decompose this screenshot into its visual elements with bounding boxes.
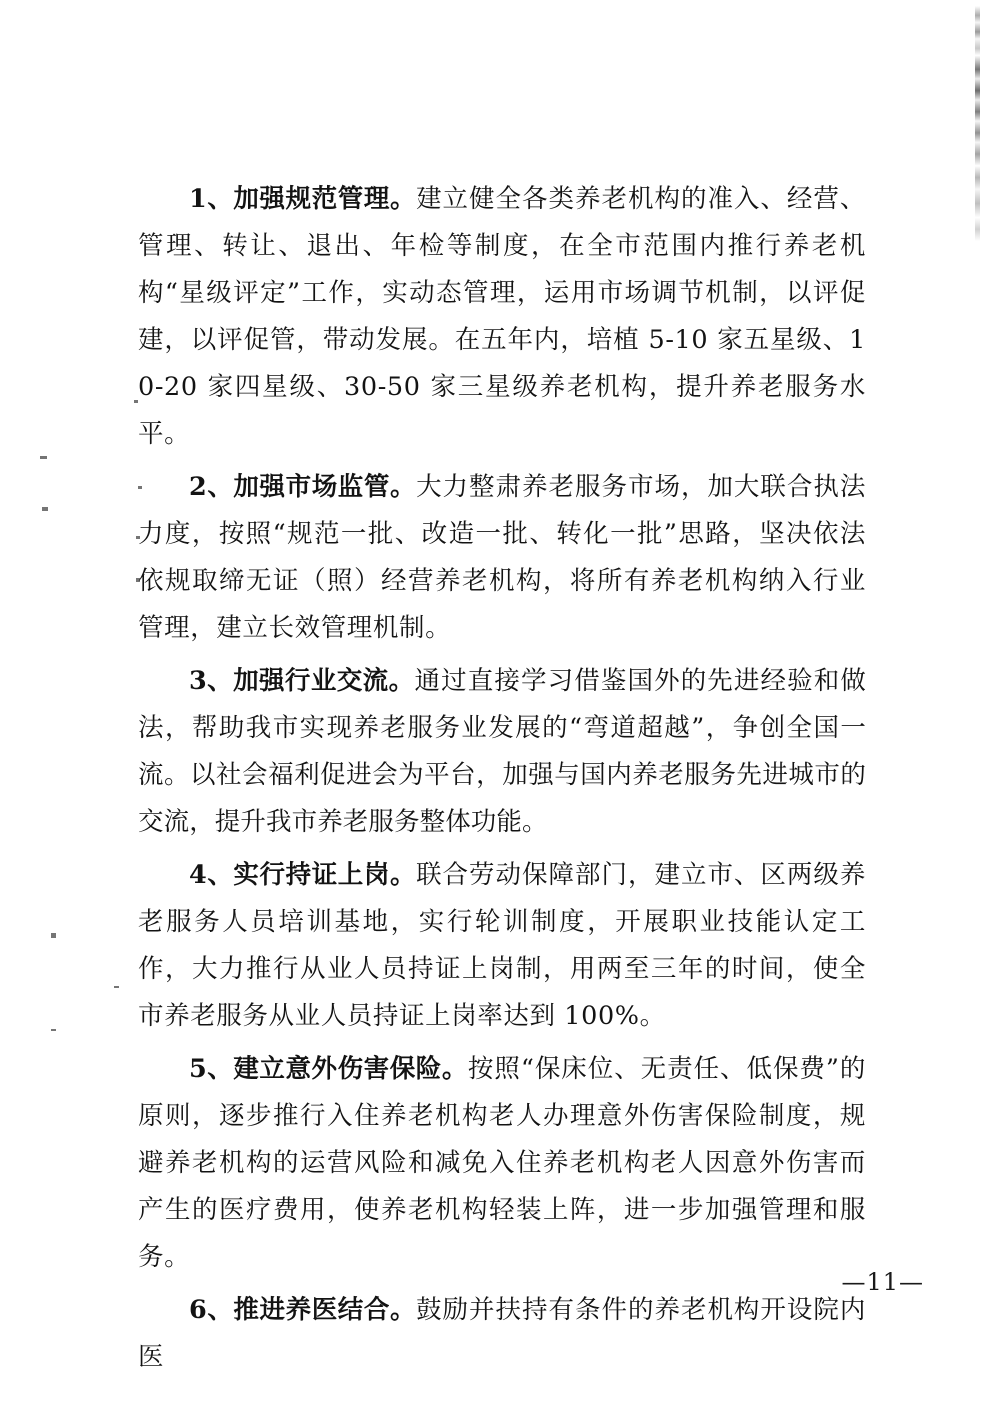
paragraph-item-5-heading-text: 建立意外伤害保险。	[233, 1054, 468, 1084]
paragraph-item-3-heading-text: 加强行业交流。	[233, 666, 415, 696]
paragraph-item-1-heading	[189, 184, 416, 214]
scan-speck	[51, 1029, 56, 1031]
paragraph-item-2-body: 大力整肃养老服务市场，加大联合执法力度，按照“规范一批、改造一批、转化一批”思路，坚决依法依规取缔无证（照）经营养老机构，将所有养老机构纳入行业管理，建立长效管理机制。	[138, 472, 866, 643]
paragraph-item-1-number: 1、	[189, 184, 234, 214]
scan-artifact-right-edge	[975, 6, 980, 241]
scan-speck	[40, 456, 47, 459]
paragraph-item-4-heading	[189, 860, 416, 890]
paragraph-item-6-body: 鼓励并扶持有条件的养老机构开设院内医	[138, 1295, 866, 1372]
paragraph-item-3-number: 3、	[189, 666, 234, 696]
paragraph-item-4-number: 4、	[189, 860, 234, 890]
paragraph-item-2	[138, 464, 866, 652]
paragraph-item-6-number: 6、	[189, 1295, 234, 1325]
paragraph-item-4-heading-text: 实行持证上岗。	[233, 860, 417, 890]
document-text-block	[138, 176, 866, 1387]
paragraph-item-2-heading	[189, 472, 416, 502]
paragraph-item-5-number: 5、	[189, 1054, 234, 1084]
scan-speck	[42, 507, 48, 511]
paragraph-item-4-body: 联合劳动保障部门，建立市、区两级养老服务人员培训基地，实行轮训制度，开展职业技能认定工作，大力推行从业人员持证上岗制，用两至三年的时间，使全市养老服务从业人员持证上岗率达到 100%。	[138, 860, 866, 1031]
paragraph-item-5-body: 按照“保床位、无责任、低保费”的原则，逐步推行入住养老机构老人办理意外伤害保险制度，规避养老机构的运营风险和减免入住养老机构老人因意外伤害而产生的医疗费用，使养老机构轻装上阵，进一步加强管理和服务。	[138, 1054, 866, 1272]
paragraph-item-6-heading	[189, 1295, 416, 1325]
paragraph-item-1-body: 建立健全各类养老机构的准入、经营、管理、转让、退出、年检等制度，在全市范围内推行养老机构“星级评定”工作，实动态管理，运用市场调节机制，以评促建，以评促管，带动发展。在五年内，培植 5-10 家五星级、10-20 家四星级、30-50 家三星级养老机构，提升养老服务水平。	[138, 184, 866, 449]
scan-speck	[51, 933, 56, 938]
paragraph-item-3	[138, 658, 866, 846]
page-number: —11—	[841, 1268, 924, 1296]
paragraph-item-3-body: 通过直接学习借鉴国外的先进经验和做法，帮助我市实现养老服务业发展的“弯道超越”，争创全国一流。以社会福利促进会为平台，加强与国内养老服务先进城市的交流，提升我市养老服务整体功能。	[138, 666, 866, 837]
paragraph-item-3-heading	[189, 666, 415, 696]
paragraph-item-6	[138, 1287, 866, 1381]
scan-speck	[114, 986, 119, 988]
paragraph-item-2-heading-text: 加强市场监管。	[233, 472, 417, 502]
paragraph-item-5-heading	[189, 1054, 468, 1084]
paragraph-item-5	[138, 1046, 866, 1281]
paragraph-item-2-number: 2、	[189, 472, 234, 502]
paragraph-item-6-heading-text: 推进养医结合。	[233, 1295, 417, 1325]
paragraph-item-1-heading-text: 加强规范管理。	[233, 184, 417, 214]
paragraph-item-1	[138, 176, 866, 458]
paragraph-item-4	[138, 852, 866, 1040]
